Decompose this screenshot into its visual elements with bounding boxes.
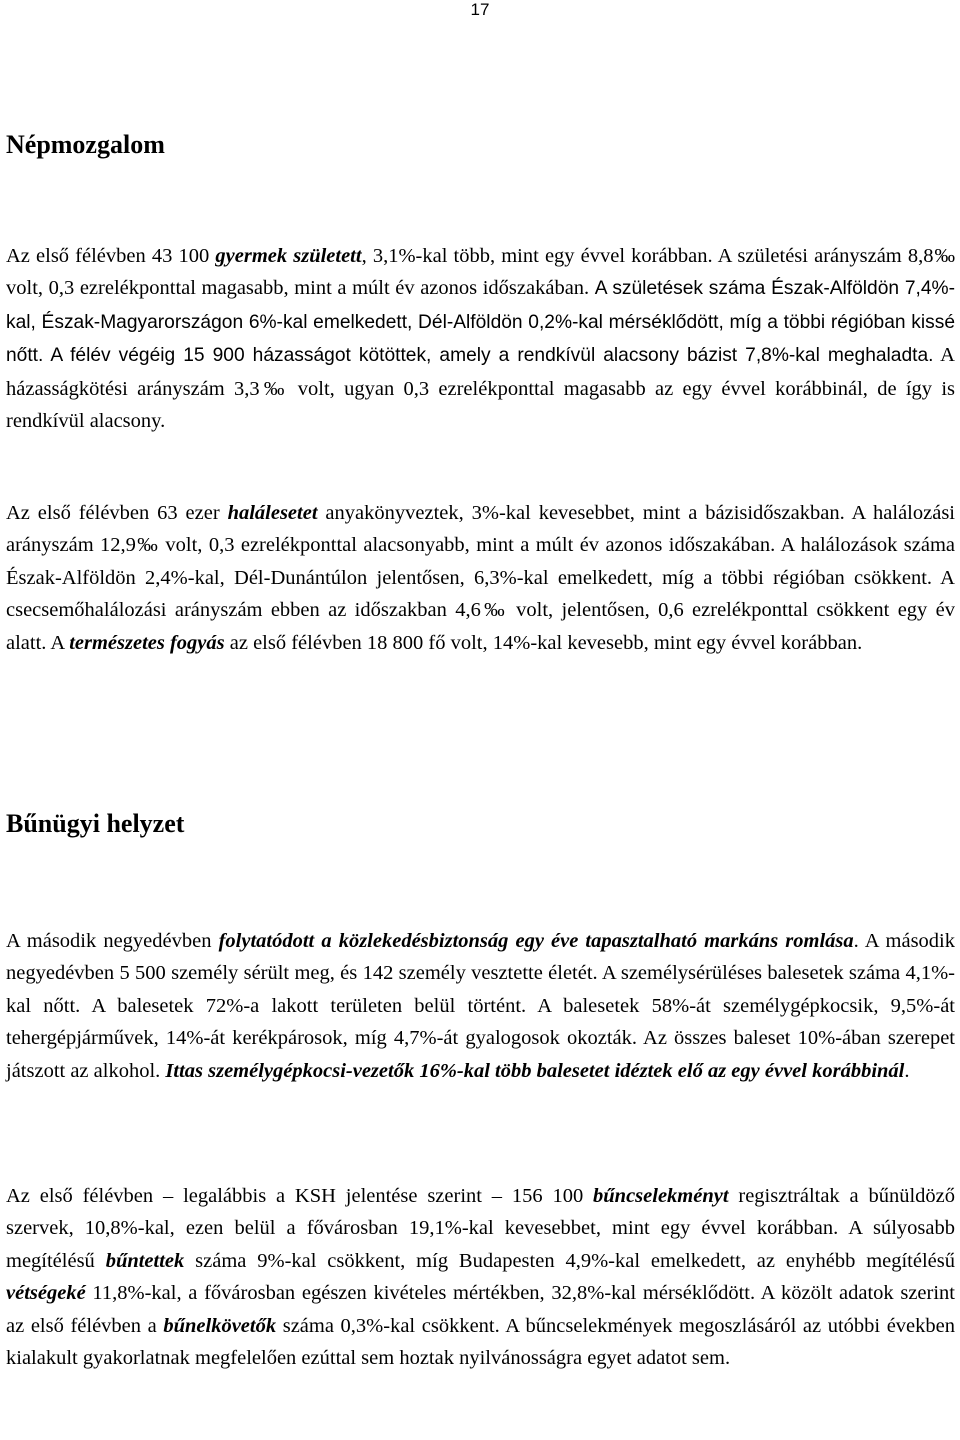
text-run: az első félévben 18 800 fő volt, 14%-kal kevesebb, mint egy évvel korábban. [224,631,863,654]
text-run: , 3,1%-kal több, mint egy évvel korábban. A születési arányszám 8,8‰ volt, 0,3 ezrelékponttal magasabb, mint a múlt év azonos időszakában. [6,245,955,300]
text-run: száma 9%-kal csökkent, míg Budapesten 4,9%-kal emelkedett, az enyhébb megítélésű [184,1249,956,1272]
emphasis-text: bűnelkövetők [163,1314,277,1337]
paragraph-deaths [6,497,955,659]
section-heading-bunugyi-helyzet: Bűnügyi helyzet [6,809,185,838]
emphasis-text: vétségeké [6,1282,86,1305]
paragraph-traffic-safety [6,925,955,1087]
text-run: anyakönyveztek, 3%-kal kevesebbet, mint a bázisidőszakban. A halálozási arányszám 12,9‰ volt, 0,3 ezrelékponttal alacsonyabb, mint a múlt év azonos időszakában. A halálozások száma Észak-Alföldön 2,4%-kal, Dél-Dunántúlon jelentősen, 6,3%-kal emelkedett, míg a többi régióban csökkent. A csecsemőhalálozási arányszám ebben az időszakban 4,6‰ volt, jelentősen, 0,6 ezrelékponttal csökkent egy év alatt. A [6,502,955,654]
emphasis-text: gyermek született [215,245,362,267]
text-run-sans: A születések száma Észak-Alföldön 7,4%-kal, Észak-Magyarországon 6%-kal emelkedett, Dél-Alföldön 0,2%-kal mérséklődött, míg a többi régióban kissé nőtt. A félév végéig 15 900 házasságot kötöttek, amely a rendkívül alacsony bázist 7,8%-kal meghaladta. [6,278,955,367]
emphasis-text: folytatódott a közlekedésbiztonság egy éve tapasztalható markáns romlása [218,930,854,952]
text-run: A második negyedévben [6,930,219,952]
text-run: Az első félévben – legalábbis a KSH jelentése szerint – 156 100 [6,1185,594,1207]
emphasis-text: bűncselekményt [593,1185,729,1207]
paragraph-crime [6,1180,955,1374]
text-run: Az első félévben 63 ezer [6,502,228,524]
text-run: . [904,1059,910,1082]
page-number: 17 [470,0,490,19]
text-run: regisztráltak a bűnüldöző szervek, 10,8%-kal, ezen belül a fővárosban 19,1%-kal kevesebbet, mint egy évvel korábban. A súlyosabb megítélésű [6,1185,955,1272]
text-run: 11,8%-kal, a fővárosban egészen kivételes mértékben, 32,8%-kal mérséklődött. A közölt adatok szerint az első félévben a [6,1282,955,1337]
emphasis-text: bűntettek [105,1249,185,1272]
text-run: száma 0,3%-kal csökkent. A bűncselekmények megoszlásáról az utóbbi években kialakult gyakorlatnak megfelelően ezúttal sem hoztak nyilvánosságra egyet adatot sem. [6,1314,955,1370]
emphasis-text: halálesetet [227,502,318,524]
text-run: . A második negyedévben 5 500 személy sérült meg, és 142 személy vesztette életét. A személysérüléses balesetek száma 4,1%-kal nőtt. A balesetek 72%-a lakott területen belül történt. A balesetek 58%-át személygépkocsik, 9,5%-át tehergépjárművek, 14%-át kerékpárosok, míg 4,7%-át gyalogosok okozták. Az összes baleset 10%-ában szerepet játszott az alkohol. [6,930,956,1082]
emphasis-text: természetes fogyás [69,631,225,654]
paragraph-births [6,240,955,437]
section-heading-nepmozgalom: Népmozgalom [6,130,165,159]
emphasis-text: Ittas személygépkocsi-vezetők 16%-kal több balesetet idéztek elő az egy évvel korábbinál [165,1059,905,1082]
text-run: A házasságkötési arányszám 3,3‰ volt, ugyan 0,3 ezrelékponttal magasabb az egy évvel korábbinál, de így is rendkívül alacsony. [6,344,955,433]
text-run: Az első félévben 43 100 [6,245,216,267]
